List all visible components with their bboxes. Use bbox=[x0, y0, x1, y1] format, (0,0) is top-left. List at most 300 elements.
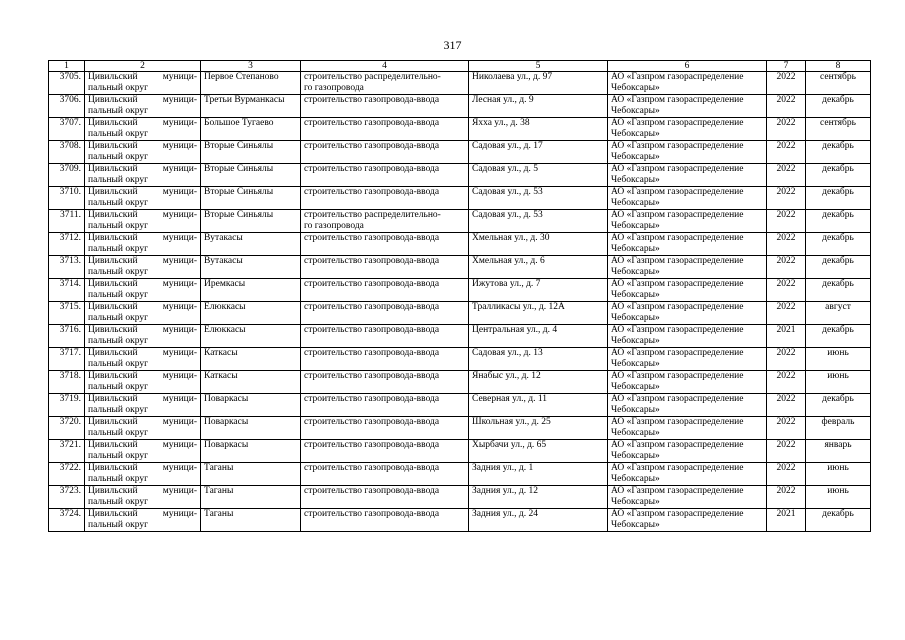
settlement-cell: Елюккасы bbox=[201, 325, 301, 348]
row-number: 3716. bbox=[49, 325, 85, 348]
address-cell: Хмельная ул., д. 6 bbox=[469, 256, 608, 279]
organization-line: Чебоксары» bbox=[611, 267, 660, 277]
settlement-cell: Таганы bbox=[201, 463, 301, 486]
organization-line: АО «Газпром газораспределение bbox=[611, 141, 744, 151]
organization-line: Чебоксары» bbox=[611, 451, 660, 461]
district-cell bbox=[85, 95, 201, 118]
settlement-cell: Таганы bbox=[201, 509, 301, 532]
district-type-rest: пальный округ bbox=[88, 520, 149, 530]
organization-cell bbox=[608, 233, 767, 256]
address-cell: Садовая ул., д. 17 bbox=[469, 141, 608, 164]
table-row bbox=[49, 463, 871, 486]
work-cell bbox=[301, 325, 469, 348]
work-cell bbox=[301, 164, 469, 187]
year-cell: 2022 bbox=[767, 187, 806, 210]
table-row bbox=[49, 371, 871, 394]
district-cell bbox=[85, 417, 201, 440]
address-cell: Хырбачи ул., д. 65 bbox=[469, 440, 608, 463]
month-cell: декабрь bbox=[806, 509, 871, 532]
settlement-cell: Первое Степаново bbox=[201, 72, 301, 95]
work-cell bbox=[301, 463, 469, 486]
work-line: строительство газопровода-ввода bbox=[304, 348, 440, 358]
row-number: 3719. bbox=[49, 394, 85, 417]
table-row bbox=[49, 95, 871, 118]
work-line: строительство газопровода-ввода bbox=[304, 95, 440, 105]
district-name: Цивильский bbox=[88, 141, 138, 151]
district-cell bbox=[85, 141, 201, 164]
district-cell bbox=[85, 394, 201, 417]
district-cell bbox=[85, 486, 201, 509]
organization-line: Чебоксары» bbox=[611, 175, 660, 185]
organization-line: АО «Газпром газораспределение bbox=[611, 325, 744, 335]
table-row bbox=[49, 348, 871, 371]
settlement-cell: Вутакасы bbox=[201, 256, 301, 279]
row-number: 3714. bbox=[49, 279, 85, 302]
column-number: 2 bbox=[85, 61, 201, 72]
district-cell bbox=[85, 256, 201, 279]
organization-line: АО «Газпром газораспределение bbox=[611, 279, 744, 289]
month-cell: июнь bbox=[806, 348, 871, 371]
district-name: Цивильский bbox=[88, 210, 138, 220]
year-cell: 2022 bbox=[767, 256, 806, 279]
organization-cell bbox=[608, 256, 767, 279]
organization-line: Чебоксары» bbox=[611, 244, 660, 254]
organization-cell bbox=[608, 279, 767, 302]
district-type-rest: пальный округ bbox=[88, 428, 149, 438]
district-type-part: муници- bbox=[162, 233, 197, 243]
table-row bbox=[49, 394, 871, 417]
work-line: строительство газопровода-ввода bbox=[304, 233, 440, 243]
month-cell: декабрь bbox=[806, 187, 871, 210]
district-type-rest: пальный округ bbox=[88, 152, 149, 162]
district-cell bbox=[85, 302, 201, 325]
row-number: 3723. bbox=[49, 486, 85, 509]
row-number: 3720. bbox=[49, 417, 85, 440]
organization-line: Чебоксары» bbox=[611, 336, 660, 346]
organization-cell bbox=[608, 417, 767, 440]
district-name: Цивильский bbox=[88, 325, 138, 335]
district-type-part: муници- bbox=[162, 486, 197, 496]
row-number: 3721. bbox=[49, 440, 85, 463]
row-number: 3712. bbox=[49, 233, 85, 256]
district-name: Цивильский bbox=[88, 394, 138, 404]
work-cell bbox=[301, 371, 469, 394]
settlement-cell: Поваркасы bbox=[201, 394, 301, 417]
district-cell bbox=[85, 210, 201, 233]
table-row bbox=[49, 509, 871, 532]
month-cell: январь bbox=[806, 440, 871, 463]
district-type-rest: пальный округ bbox=[88, 198, 149, 208]
organization-cell bbox=[608, 371, 767, 394]
organization-cell bbox=[608, 95, 767, 118]
organization-cell bbox=[608, 394, 767, 417]
row-number: 3709. bbox=[49, 164, 85, 187]
organization-line: АО «Газпром газораспределение bbox=[611, 486, 744, 496]
settlement-cell: Таганы bbox=[201, 486, 301, 509]
year-cell: 2021 bbox=[767, 509, 806, 532]
column-number: 3 bbox=[201, 61, 301, 72]
district-type-rest: пальный округ bbox=[88, 497, 149, 507]
work-line: строительство газопровода-ввода bbox=[304, 486, 440, 496]
column-number-row bbox=[49, 61, 871, 72]
settlement-cell: Вутакасы bbox=[201, 233, 301, 256]
organization-cell bbox=[608, 141, 767, 164]
table-row bbox=[49, 187, 871, 210]
district-type-rest: пальный округ bbox=[88, 359, 149, 369]
settlement-cell: Поваркасы bbox=[201, 417, 301, 440]
settlement-cell: Большое Тугаево bbox=[201, 118, 301, 141]
organization-cell bbox=[608, 509, 767, 532]
organization-line: Чебоксары» bbox=[611, 474, 660, 484]
year-cell: 2022 bbox=[767, 141, 806, 164]
work-line: строительство распределительно- bbox=[304, 210, 441, 220]
address-cell: Садовая ул., д. 13 bbox=[469, 348, 608, 371]
organization-line: АО «Газпром газораспределение bbox=[611, 118, 744, 128]
work-line: строительство газопровода-ввода bbox=[304, 325, 440, 335]
row-number: 3705. bbox=[49, 72, 85, 95]
district-cell bbox=[85, 187, 201, 210]
year-cell: 2022 bbox=[767, 486, 806, 509]
organization-line: Чебоксары» bbox=[611, 83, 660, 93]
district-name: Цивильский bbox=[88, 509, 138, 519]
row-number: 3722. bbox=[49, 463, 85, 486]
district-type-part: муници- bbox=[162, 187, 197, 197]
year-cell: 2022 bbox=[767, 279, 806, 302]
year-cell: 2022 bbox=[767, 302, 806, 325]
month-cell: декабрь bbox=[806, 325, 871, 348]
district-type-rest: пальный округ bbox=[88, 474, 149, 484]
district-name: Цивильский bbox=[88, 371, 138, 381]
settlement-cell: Каткасы bbox=[201, 371, 301, 394]
district-type-part: муници- bbox=[162, 394, 197, 404]
district-type-rest: пальный округ bbox=[88, 405, 149, 415]
table-row bbox=[49, 486, 871, 509]
settlement-cell: Вторые Синьялы bbox=[201, 210, 301, 233]
table-row bbox=[49, 210, 871, 233]
organization-cell bbox=[608, 164, 767, 187]
district-cell bbox=[85, 509, 201, 532]
month-cell: декабрь bbox=[806, 279, 871, 302]
district-type-part: муници- bbox=[162, 256, 197, 266]
address-cell: Яхха ул., д. 38 bbox=[469, 118, 608, 141]
work-line: строительство распределительно- bbox=[304, 72, 441, 82]
month-cell: декабрь bbox=[806, 210, 871, 233]
row-number: 3706. bbox=[49, 95, 85, 118]
district-cell bbox=[85, 72, 201, 95]
organization-line: АО «Газпром газораспределение bbox=[611, 187, 744, 197]
district-type-part: муници- bbox=[162, 95, 197, 105]
organization-line: АО «Газпром газораспределение bbox=[611, 233, 744, 243]
organization-line: АО «Газпром газораспределение bbox=[611, 302, 744, 312]
organization-cell bbox=[608, 486, 767, 509]
district-type-rest: пальный округ bbox=[88, 336, 149, 346]
work-line: строительство газопровода-ввода bbox=[304, 417, 440, 427]
address-cell: Лесная ул., д. 9 bbox=[469, 95, 608, 118]
column-number: 4 bbox=[301, 61, 469, 72]
address-cell: Школьная ул., д. 25 bbox=[469, 417, 608, 440]
organization-line: Чебоксары» bbox=[611, 520, 660, 530]
month-cell: декабрь bbox=[806, 95, 871, 118]
district-name: Цивильский bbox=[88, 95, 138, 105]
row-number: 3711. bbox=[49, 210, 85, 233]
district-type-part: муници- bbox=[162, 118, 197, 128]
organization-line: Чебоксары» bbox=[611, 313, 660, 323]
organization-cell bbox=[608, 463, 767, 486]
year-cell: 2022 bbox=[767, 72, 806, 95]
work-cell bbox=[301, 486, 469, 509]
settlement-cell: Вторые Синьялы bbox=[201, 187, 301, 210]
organization-line: АО «Газпром газораспределение bbox=[611, 417, 744, 427]
address-cell: Садовая ул., д. 53 bbox=[469, 210, 608, 233]
year-cell: 2022 bbox=[767, 95, 806, 118]
work-line: строительство газопровода-ввода bbox=[304, 440, 440, 450]
month-cell: июнь bbox=[806, 486, 871, 509]
address-cell: Задния ул., д. 24 bbox=[469, 509, 608, 532]
district-type-part: муници- bbox=[162, 141, 197, 151]
work-line: го газопровода bbox=[304, 83, 364, 93]
work-cell bbox=[301, 118, 469, 141]
district-cell bbox=[85, 118, 201, 141]
district-name: Цивильский bbox=[88, 417, 138, 427]
district-name: Цивильский bbox=[88, 440, 138, 450]
row-number: 3710. bbox=[49, 187, 85, 210]
year-cell: 2022 bbox=[767, 233, 806, 256]
gasification-table bbox=[48, 60, 871, 532]
work-cell bbox=[301, 141, 469, 164]
row-number: 3713. bbox=[49, 256, 85, 279]
organization-line: Чебоксары» bbox=[611, 290, 660, 300]
address-cell: Ижутова ул., д. 7 bbox=[469, 279, 608, 302]
district-type-part: муници- bbox=[162, 371, 197, 381]
organization-cell bbox=[608, 302, 767, 325]
table-row bbox=[49, 279, 871, 302]
organization-cell bbox=[608, 187, 767, 210]
organization-line: Чебоксары» bbox=[611, 359, 660, 369]
year-cell: 2022 bbox=[767, 417, 806, 440]
table-row bbox=[49, 233, 871, 256]
organization-cell bbox=[608, 325, 767, 348]
organization-line: АО «Газпром газораспределение bbox=[611, 371, 744, 381]
address-cell: Садовая ул., д. 53 bbox=[469, 187, 608, 210]
district-name: Цивильский bbox=[88, 118, 138, 128]
district-type-rest: пальный округ bbox=[88, 267, 149, 277]
work-cell bbox=[301, 72, 469, 95]
row-number: 3715. bbox=[49, 302, 85, 325]
year-cell: 2022 bbox=[767, 440, 806, 463]
organization-cell bbox=[608, 118, 767, 141]
table-row bbox=[49, 302, 871, 325]
address-cell: Хмельная ул., д. 30 bbox=[469, 233, 608, 256]
address-cell: Тралликасы ул., д. 12А bbox=[469, 302, 608, 325]
work-cell bbox=[301, 256, 469, 279]
district-type-part: муници- bbox=[162, 325, 197, 335]
district-cell bbox=[85, 233, 201, 256]
settlement-cell: Иремкасы bbox=[201, 279, 301, 302]
column-number: 8 bbox=[806, 61, 871, 72]
year-cell: 2022 bbox=[767, 394, 806, 417]
address-cell: Садовая ул., д. 5 bbox=[469, 164, 608, 187]
district-name: Цивильский bbox=[88, 279, 138, 289]
work-line: го газопровода bbox=[304, 221, 364, 231]
district-cell bbox=[85, 164, 201, 187]
year-cell: 2022 bbox=[767, 348, 806, 371]
work-line: строительство газопровода-ввода bbox=[304, 394, 440, 404]
district-name: Цивильский bbox=[88, 486, 138, 496]
district-name: Цивильский bbox=[88, 302, 138, 312]
work-cell bbox=[301, 394, 469, 417]
year-cell: 2022 bbox=[767, 210, 806, 233]
work-cell bbox=[301, 509, 469, 532]
work-cell bbox=[301, 417, 469, 440]
table-row bbox=[49, 164, 871, 187]
work-cell bbox=[301, 279, 469, 302]
district-name: Цивильский bbox=[88, 187, 138, 197]
district-type-rest: пальный округ bbox=[88, 106, 149, 116]
month-cell: декабрь bbox=[806, 394, 871, 417]
district-type-part: муници- bbox=[162, 348, 197, 358]
district-type-rest: пальный округ bbox=[88, 221, 149, 231]
district-type-rest: пальный округ bbox=[88, 313, 149, 323]
work-line: строительство газопровода-ввода bbox=[304, 141, 440, 151]
district-cell bbox=[85, 279, 201, 302]
row-number: 3708. bbox=[49, 141, 85, 164]
district-name: Цивильский bbox=[88, 463, 138, 473]
organization-line: Чебоксары» bbox=[611, 405, 660, 415]
work-line: строительство газопровода-ввода bbox=[304, 371, 440, 381]
organization-line: Чебоксары» bbox=[611, 129, 660, 139]
row-number: 3718. bbox=[49, 371, 85, 394]
work-line: строительство газопровода-ввода bbox=[304, 187, 440, 197]
work-cell bbox=[301, 187, 469, 210]
district-cell bbox=[85, 440, 201, 463]
organization-line: АО «Газпром газораспределение bbox=[611, 72, 744, 82]
district-type-part: муници- bbox=[162, 210, 197, 220]
month-cell: декабрь bbox=[806, 233, 871, 256]
column-number: 1 bbox=[49, 61, 85, 72]
district-name: Цивильский bbox=[88, 72, 138, 82]
month-cell: сентябрь bbox=[806, 118, 871, 141]
organization-line: Чебоксары» bbox=[611, 152, 660, 162]
address-cell: Северная ул., д. 11 bbox=[469, 394, 608, 417]
year-cell: 2022 bbox=[767, 118, 806, 141]
work-cell bbox=[301, 348, 469, 371]
district-name: Цивильский bbox=[88, 256, 138, 266]
organization-line: Чебоксары» bbox=[611, 106, 660, 116]
month-cell: август bbox=[806, 302, 871, 325]
organization-line: Чебоксары» bbox=[611, 428, 660, 438]
organization-line: Чебоксары» bbox=[611, 382, 660, 392]
page-number: 317 bbox=[443, 38, 462, 52]
row-number: 3724. bbox=[49, 509, 85, 532]
row-number: 3707. bbox=[49, 118, 85, 141]
table-row bbox=[49, 141, 871, 164]
address-cell: Николаева ул., д. 97 bbox=[469, 72, 608, 95]
organization-line: АО «Газпром газораспределение bbox=[611, 440, 744, 450]
settlement-cell: Вторые Синьялы bbox=[201, 164, 301, 187]
work-line: строительство газопровода-ввода bbox=[304, 164, 440, 174]
organization-line: АО «Газпром газораспределение bbox=[611, 394, 744, 404]
month-cell: декабрь bbox=[806, 164, 871, 187]
district-name: Цивильский bbox=[88, 348, 138, 358]
work-cell bbox=[301, 210, 469, 233]
column-number: 7 bbox=[767, 61, 806, 72]
column-number: 6 bbox=[608, 61, 767, 72]
district-type-rest: пальный округ bbox=[88, 244, 149, 254]
district-type-part: муници- bbox=[162, 509, 197, 519]
district-type-part: муници- bbox=[162, 279, 197, 289]
district-type-rest: пальный округ bbox=[88, 129, 149, 139]
organization-line: АО «Газпром газораспределение bbox=[611, 463, 744, 473]
year-cell: 2021 bbox=[767, 325, 806, 348]
year-cell: 2022 bbox=[767, 371, 806, 394]
organization-line: АО «Газпром газораспределение bbox=[611, 164, 744, 174]
settlement-cell: Елюккасы bbox=[201, 302, 301, 325]
district-name: Цивильский bbox=[88, 164, 138, 174]
district-cell bbox=[85, 371, 201, 394]
work-line: строительство газопровода-ввода bbox=[304, 463, 440, 473]
month-cell: февраль bbox=[806, 417, 871, 440]
organization-line: Чебоксары» bbox=[611, 221, 660, 231]
address-cell: Центральная ул., д. 4 bbox=[469, 325, 608, 348]
work-line: строительство газопровода-ввода bbox=[304, 279, 440, 289]
organization-line: АО «Газпром газораспределение bbox=[611, 210, 744, 220]
district-type-part: муници- bbox=[162, 440, 197, 450]
settlement-cell: Поваркасы bbox=[201, 440, 301, 463]
organization-cell bbox=[608, 72, 767, 95]
month-cell: сентябрь bbox=[806, 72, 871, 95]
organization-line: АО «Газпром газораспределение bbox=[611, 509, 744, 519]
organization-line: Чебоксары» bbox=[611, 497, 660, 507]
work-cell bbox=[301, 302, 469, 325]
table-row bbox=[49, 440, 871, 463]
district-type-rest: пальный округ bbox=[88, 451, 149, 461]
work-cell bbox=[301, 233, 469, 256]
district-type-part: муници- bbox=[162, 164, 197, 174]
district-type-rest: пальный округ bbox=[88, 382, 149, 392]
district-type-rest: пальный округ bbox=[88, 175, 149, 185]
district-cell bbox=[85, 325, 201, 348]
table-row bbox=[49, 118, 871, 141]
organization-line: Чебоксары» bbox=[611, 198, 660, 208]
settlement-cell: Третьи Вурманкасы bbox=[201, 95, 301, 118]
district-cell bbox=[85, 348, 201, 371]
year-cell: 2022 bbox=[767, 164, 806, 187]
district-type-rest: пальный округ bbox=[88, 290, 149, 300]
month-cell: июнь bbox=[806, 463, 871, 486]
work-line: строительство газопровода-ввода bbox=[304, 118, 440, 128]
organization-cell bbox=[608, 348, 767, 371]
work-line: строительство газопровода-ввода bbox=[304, 302, 440, 312]
district-type-rest: пальный округ bbox=[88, 83, 149, 93]
district-cell bbox=[85, 463, 201, 486]
column-number: 5 bbox=[469, 61, 608, 72]
year-cell: 2022 bbox=[767, 463, 806, 486]
address-cell: Задния ул., д. 1 bbox=[469, 463, 608, 486]
row-number: 3717. bbox=[49, 348, 85, 371]
table-row bbox=[49, 72, 871, 95]
district-type-part: муници- bbox=[162, 72, 197, 82]
table-row bbox=[49, 256, 871, 279]
table-row bbox=[49, 417, 871, 440]
work-cell bbox=[301, 440, 469, 463]
work-line: строительство газопровода-ввода bbox=[304, 256, 440, 266]
district-type-part: муници- bbox=[162, 302, 197, 312]
month-cell: декабрь bbox=[806, 256, 871, 279]
district-name: Цивильский bbox=[88, 233, 138, 243]
district-type-part: муници- bbox=[162, 417, 197, 427]
month-cell: декабрь bbox=[806, 141, 871, 164]
month-cell: июнь bbox=[806, 371, 871, 394]
